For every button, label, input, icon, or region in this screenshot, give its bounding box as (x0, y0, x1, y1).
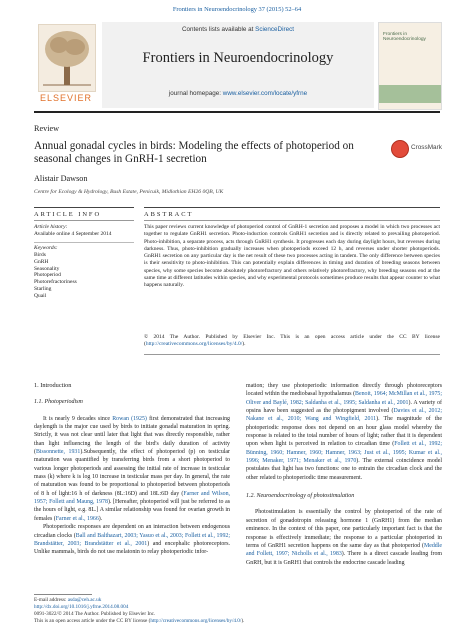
journal-cover-thumbnail[interactable] (378, 22, 442, 110)
keyword-item: Birds (34, 252, 46, 258)
article-info-heading: ARTICLE INFO (34, 211, 102, 218)
page-footer (34, 597, 440, 625)
abstract-divider (144, 220, 440, 221)
abstract-bottom-rule (144, 354, 440, 355)
subsection-heading: 1.1. Photoperiodism (34, 399, 83, 406)
keyword-item: Starling (34, 285, 52, 292)
citation-link[interactable]: Rowan (1925) (112, 415, 147, 422)
citation-link[interactable]: Davies et al., 2012; Nakane et al., 2010; Wang and Wingfield, 2011 (246, 408, 442, 423)
masthead-divider (34, 111, 440, 113)
body-right-column (246, 382, 442, 567)
cover-stripe (379, 85, 441, 103)
journal-citation[interactable]: Frontiers in Neuroendocrinology 37 (2015) 52–64 (172, 6, 302, 13)
paragraph: mation; they use photoperiodic information directly through photoreceptors located within the mediobasal hypothalamus (Benoit, 1964; McMillan et al., 1975; Oliver and Baylé, 1982; Saldanha et al., 1995; Saldanha et al., 2001). A variety of opsins have been suggested as the photopigment involved (Davies et al., 2012; Nakane et al., 2010; Wang and Wingfield, 2011). The magnitude of the photoperiodic response does not depend on an hour glass model whereby the response is related to the total number of hours of light; rather that it is dependent upon when light is perceived in relation to circadian time (Follett et al., 1992; Bünning, 1960; Hamner, 1960; Hamner, 1963; Just et al., 1995; Kumar et al., 1996; Menaker, 1971; Menaker et al., 1970). The external coincidence model postulates that light has two functions: one to entrain the circadian clock and the other related to photoperiodic time measurement. (246, 383, 442, 481)
abstract-text: This paper reviews current knowledge of photoperiod control of GnRH-1 secretion and proposes a model in which two processes act together to regulate GnRH1 secretion. Photo-induction controls GnRH1 secretion and is directly related to prevailing photoperiod. Photo-inhibition, a separate process, acts through GnRH1 synthesis. It progresses each day during daylight hours, but reverses during darkness. Thus, photo-inhibition gradually increases when photoperiods exceed 12 h, and reverses under shorter photoperiods. GnRH1 secretion on any particular day is the net result of these two processes acting in tandem. The only difference between species is their sensitivity to photo-inhibition. This can potentially explain differences in timing and duration of breeding seasons between species, why some species become absolutely photorefractory and others relatively photorefractory, why breeding seasons end at the same time at different latitudes within species, and why experimental protocols sometimes produce results that appear counter to what happens naturally. (144, 224, 440, 289)
article-info-divider (34, 220, 134, 221)
keyword-item: Photoperiod (34, 272, 61, 279)
email-link[interactable]: asda@ceh.ac.uk (67, 597, 102, 603)
elsevier-logo[interactable] (34, 22, 98, 108)
homepage-prefix: journal homepage: (168, 90, 223, 97)
footer-license-link[interactable]: http://creativecommons.org/licenses/by/4.0/ (150, 618, 242, 624)
copyright-notice (144, 334, 440, 349)
contents-prefix: Contents lists available at (181, 26, 256, 33)
section-heading: 1. Introduction (34, 382, 72, 389)
cover-title: Frontiers in Neuroendocrinology (383, 32, 426, 42)
crossmark-label[interactable]: CrossMark (411, 144, 442, 151)
article-info-rule (34, 207, 134, 208)
citation-link[interactable]: Bissonnette, 1931 (35, 449, 81, 456)
issn-line: 0091-3022/© 2014 The Author. Published by Elsevier Inc. (34, 611, 156, 617)
article-type: Review (34, 124, 60, 133)
citation-link[interactable]: Benoit, 1964; McMillan et al., 1975; Oliver and Baylé, 1982; Saldanha et al., 1995; Saldanha et al., 2001 (246, 391, 442, 406)
homepage-link[interactable]: www.elsevier.com/locate/yfrne (222, 90, 308, 97)
contents-available-line (102, 26, 374, 33)
keywords-list (34, 252, 77, 300)
subsection-heading: 1.2. Neuroendocrinology of photostimulation (246, 493, 355, 500)
citation-link[interactable]: Farner et al., 1966 (55, 515, 99, 522)
history-label: Article history: (34, 224, 68, 230)
citation-link[interactable]: Meddle and Follett, 1997; Nicholls et al., 1983 (246, 542, 442, 558)
email-line: E-mail address: asda@ceh.ac.uk (34, 597, 102, 603)
doi-link[interactable]: http://dx.doi.org/10.1016/j.yfrne.2014.08.004 (34, 604, 129, 610)
citation-link[interactable]: Follett et al., 1992; Bünning, 1960; Hamner, 1960; Hamner, 1963; Just et al., 1995; Kumar et al., 1996; Menaker, 1971; Menaker et al., 1970 (246, 441, 442, 465)
keyword-item: Quail (34, 292, 47, 299)
abstract-rule (144, 207, 440, 208)
elsevier-tree-icon (38, 24, 96, 92)
paragraph: It is nearly 9 decades since Rowan (1925) first demonstrated that increasing daylength is the major cue used by birds to initiate gonadal maturation in spring. Strictly, it was not clear until later that light that was directly responsible, rather than light influencing the length of the bird's daily duration of activity (Bissonnette, 1931).Subsequently, the effect of photoperiod (p) on testicular maturation was quantified by transferring birds from a short photoperiod to various longer photoperiods and assessing the initial rate of increase in testicular mass (k) where k is log 10 increase in testicular mass per day. In general, the rate of maturation was found to be proportional to photoperiod between photoperiods of 8 h of light:16 h of darkness (8L:16D) and 18L:6D day (Farner and Wilson, 1957; Follett and Maung, 1978). [Hereafter, photoperiod will just be referred to as the hours of light, e.g. 8L.] A similar relationship was found for ovarian growth in females (Farner et al., 1966). (34, 415, 231, 522)
copyright-end: ). (242, 341, 246, 348)
crossmark-icon[interactable] (391, 140, 409, 158)
masthead-center (102, 22, 374, 108)
footnote-rule (34, 594, 92, 595)
history-date: Available online 4 September 2014 (34, 231, 112, 237)
keywords-divider (34, 242, 134, 243)
keywords-label: Keywords: (34, 245, 58, 251)
author-name[interactable]: Alistair Dawson (34, 174, 88, 183)
body-left-column (34, 382, 230, 557)
journal-masthead (34, 22, 440, 110)
journal-title: Frontiers in Neuroendocrinology (142, 50, 334, 66)
paragraph: Photostimulation is essentially the control by photoperiod of the rate of secretion of gonadotropin releasing hormone 1 (GnRH1) from the median eminence. In the context of this paper, one particularly important fact is that the response is effectively immediate; the response to a particular photoperiod in terms of GnRH1 secretion happens on the same day as that photoperiod (Meddle and Follett, 1997; Nicholls et al., 1983). There is a direct cascade leading from GnRH, but it is GnRH1 that controls the endocrine cascade leading (246, 509, 442, 566)
citation-link[interactable]: Ball and Balthazart, 2003; Yasuo et al., 2003; Follett et al., 1992; Brandstätter, 2003; Brandstätter et al., 2001 (34, 532, 230, 547)
article-title: Annual gonadal cycles in birds: Modeling the effects of photoperiod on seasonal changes in GnRH-1 secretion (34, 140, 354, 165)
author-affiliation: Centre for Ecology & Hydrology, Bush Estate, Penicuik, Midlothian EH26 0QB, UK (34, 189, 224, 195)
keyword-item: GnRH (34, 258, 49, 265)
citation-link[interactable]: Farner and Wilson, 1957; Follett and Maung, 1978 (34, 490, 230, 506)
elsevier-wordmark: ELSEVIER (39, 93, 93, 103)
license-link[interactable]: http://creativecommons.org/licenses/by/4.0/ (145, 341, 243, 348)
paragraph: Photoperiodic responses are dependent on an interaction between endogenous circadian clocks (Ball and Balthazart, 2003; Yasuo et al., 2003; Follett et al., 1992; Brandstätter, 2003; Brandstätter et al., 2001) and encephalic photoreceptors. Unlike mammals, birds do not use melatonin to relay photoperiodic infor- (34, 524, 230, 556)
sciencedirect-link[interactable]: ScienceDirect (255, 26, 294, 33)
keyword-item: Seasonality (34, 265, 60, 272)
abstract-heading: ABSTRACT (144, 211, 194, 218)
license-line: This is an open access article under the CC BY license (http://creativecommons.org/licenses/by/4.0/). (34, 618, 245, 624)
copyright-text: © 2014 The Author. Published by Elsevier Inc. This is an open access article under the CC BY license ( (144, 334, 440, 348)
journal-homepage-line (102, 90, 374, 97)
keyword-item: Photorefractoriness (34, 279, 77, 286)
